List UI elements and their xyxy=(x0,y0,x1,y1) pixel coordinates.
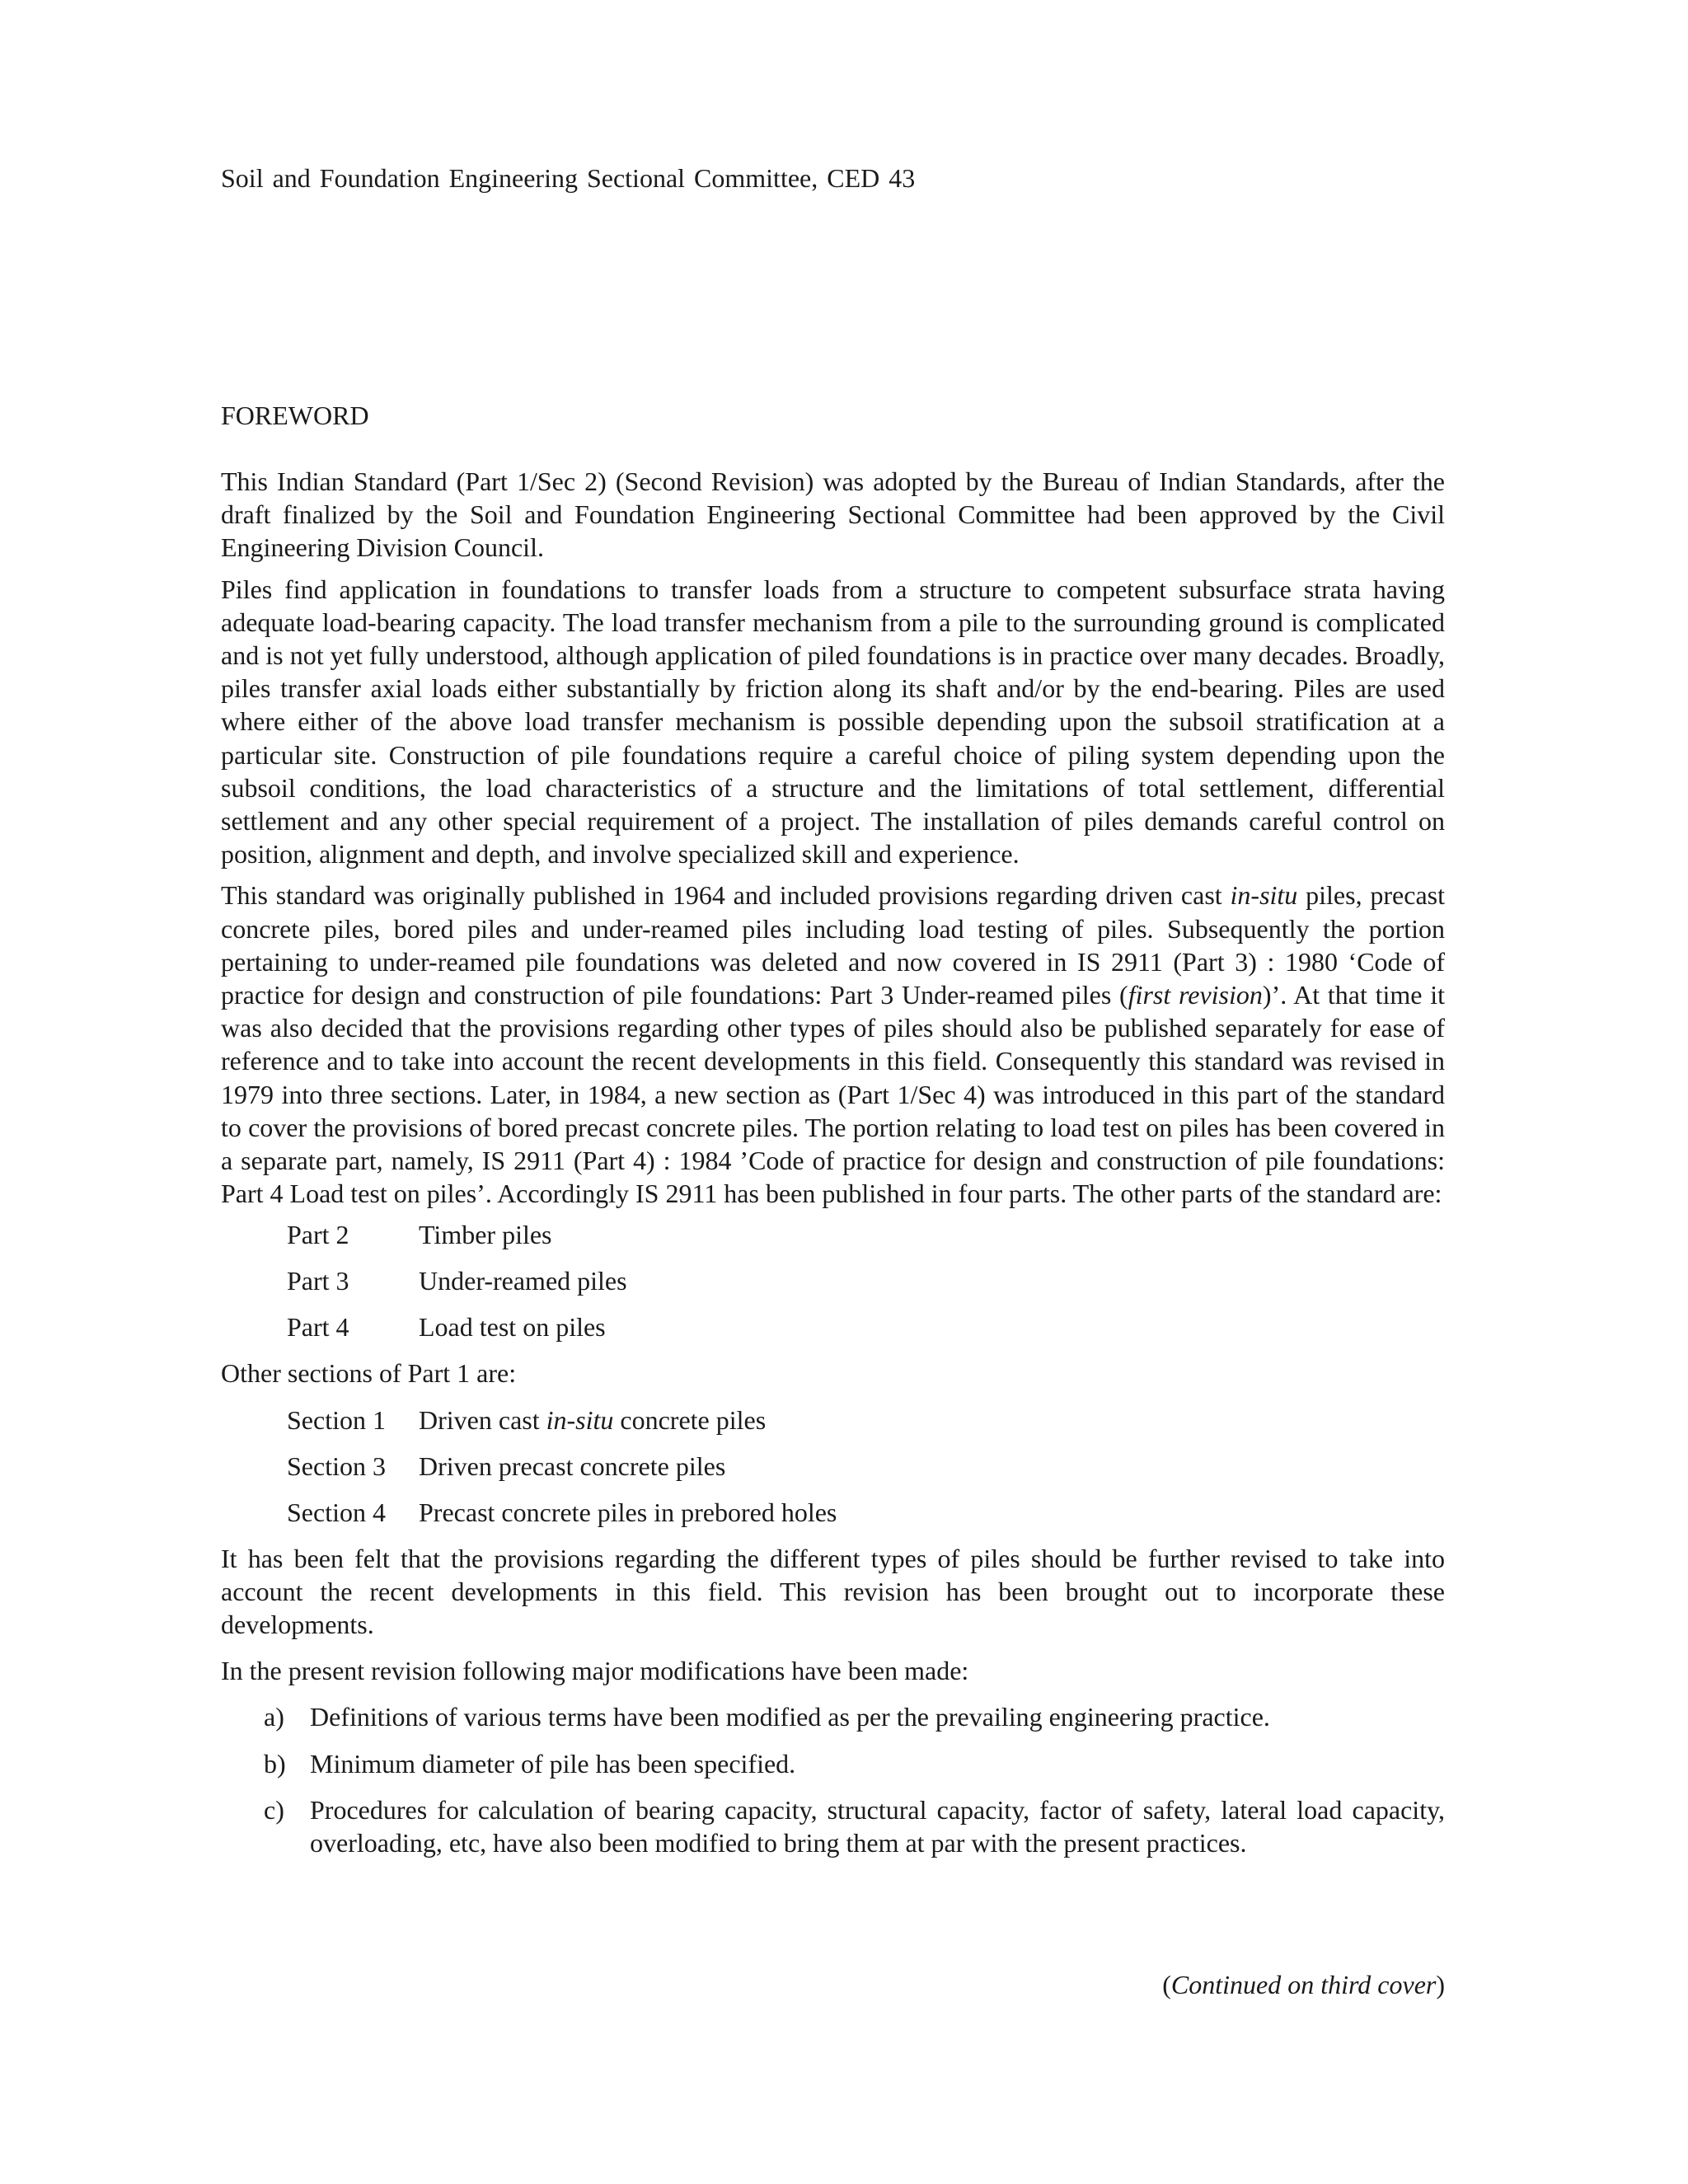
paragraph-revision-reason: It has been felt that the provisions regarding the different types of piles should be further revised to take into account the recent developments in this field. This revision has been brought out to incorporate these developments. xyxy=(221,1543,1445,1640)
foreword-body xyxy=(221,465,1445,1872)
paragraph-modifications-intro: In the present revision following major modifications have been made: xyxy=(221,1656,969,1686)
list-item xyxy=(264,1793,1445,1859)
other-parts-list xyxy=(287,1218,1445,1343)
continued-close-paren: ) xyxy=(1436,1970,1445,1999)
section-title-text: Precast concrete piles in prebored holes xyxy=(419,1497,837,1527)
continued-open-paren: ( xyxy=(1162,1970,1171,1999)
other-sections-list xyxy=(287,1404,1445,1529)
section-label: Section 3 xyxy=(287,1451,386,1481)
paragraph-adoption: This Indian Standard (Part 1/Sec 2) (Second Revision) was adopted by the Bureau of Indian Standards, after the draft finalized by the Soil and Foundation Engineering Sectional Committee had been approved by the Civil Engineering Division Council. xyxy=(221,466,1445,563)
history-text-a: This standard was originally published in 1964 and included provisions regarding driven cast xyxy=(221,880,1231,911)
foreword-heading: FOREWORD xyxy=(221,401,369,430)
list-item xyxy=(287,1496,1445,1529)
list-marker: c) xyxy=(264,1794,284,1825)
committee-title: Soil and Foundation Engineering Sectional Committee, CED 43 xyxy=(221,163,916,193)
list-text: Procedures for calculation of bearing capacity, structural capacity, factor of safety, lateral load capacity, overloading, etc, have also been modified to bring them at par with the present practices. xyxy=(310,1794,1445,1858)
sections-intro: Other sections of Part 1 are: xyxy=(221,1358,517,1389)
list-item xyxy=(287,1450,1445,1483)
part-label: Part 4 xyxy=(287,1312,349,1343)
list-item xyxy=(287,1264,1445,1297)
list-item xyxy=(287,1310,1445,1343)
section-label: Section 1 xyxy=(287,1404,386,1435)
history-text-c: )’. At that time it was also decided that the provisions regarding other types of piles should also be published separately for ease of reference and to take into account the recent developments in this field. Consequently this standard was revised in 1979 into three sections. Later, in 1984, a new section as (Part 1/Sec 4) was introduced in this part of the standard to cover the provisions of bored precast concrete piles. The portion relating to load test on piles has been covered in a separate part, namely, IS 2911 (Part 4) : 1984 ’Code of practice for design and construction of pile foundations: Part 4 Load test on piles’. Accordingly IS 2911 has been published in four parts. The other parts of the standard are: xyxy=(221,980,1446,1209)
paragraph-pile-application: Piles find application in foundations to transfer loads from a structure to competent subsurface strata having adequate load-bearing capacity. The load transfer mechanism from a pile to the surrounding ground is complicated and is not yet fully understood, although application of piled foundations is in practice over many decades. Broadly, piles transfer axial loads either substantially by friction along its shaft and/or by the end-bearing. Piles are used where either of the above load transfer mechanism is possible depending upon the subsoil stratification at a particular site. Construction of pile foundations require a careful choice of piling system depending upon the subsoil conditions, the load characteristics of a structure and the limitations of total settlement, differential settlement and any other special requirement of a project. The installation of piles demands careful control on position, alignment and depth, and involve specialized skill and experience. xyxy=(221,574,1445,869)
part-label: Part 3 xyxy=(287,1266,349,1296)
history-italic-b: first revision xyxy=(1128,980,1263,1010)
section-title-text: Driven precast concrete piles xyxy=(419,1451,726,1481)
part-label: Part 2 xyxy=(287,1220,349,1250)
paragraph-history xyxy=(221,879,1445,1210)
section-title xyxy=(419,1496,1445,1529)
modifications-list xyxy=(264,1700,1445,1859)
section-title-italic: in-situ xyxy=(546,1404,614,1435)
continued-text: Continued on third cover xyxy=(1170,1970,1437,1999)
section-label: Section 4 xyxy=(287,1497,386,1527)
history-text-b: piles, precast concrete piles, bored piles and under-reamed piles including load testing of piles. Subsequently the portion pertaining to under-reamed pile foundations was deleted and now covered in IS 2911 (Part 3) : 1980 ‘Code of practice for design and construction of pile foundations: Part 3 Under-reamed piles ( xyxy=(221,880,1446,1010)
list-marker: b) xyxy=(264,1748,286,1779)
list-item xyxy=(264,1747,1445,1780)
list-marker: a) xyxy=(264,1702,284,1732)
part-title: Load test on piles xyxy=(419,1312,606,1343)
list-item xyxy=(287,1404,1445,1436)
section-title-text: Driven cast xyxy=(419,1404,546,1435)
section-title xyxy=(419,1450,1445,1483)
part-title: Under-reamed piles xyxy=(419,1266,627,1296)
section-title xyxy=(419,1404,1445,1436)
list-item xyxy=(287,1218,1445,1251)
list-item xyxy=(264,1700,1445,1733)
list-text: Minimum diameter of pile has been specified. xyxy=(310,1748,796,1779)
continued-note xyxy=(1162,1968,1445,2001)
history-italic-a: in-situ xyxy=(1230,880,1298,911)
part-title: Timber piles xyxy=(419,1220,552,1250)
list-text: Definitions of various terms have been modified as per the prevailing engineering practice. xyxy=(310,1702,1270,1732)
section-title-text: concrete piles xyxy=(613,1404,767,1435)
